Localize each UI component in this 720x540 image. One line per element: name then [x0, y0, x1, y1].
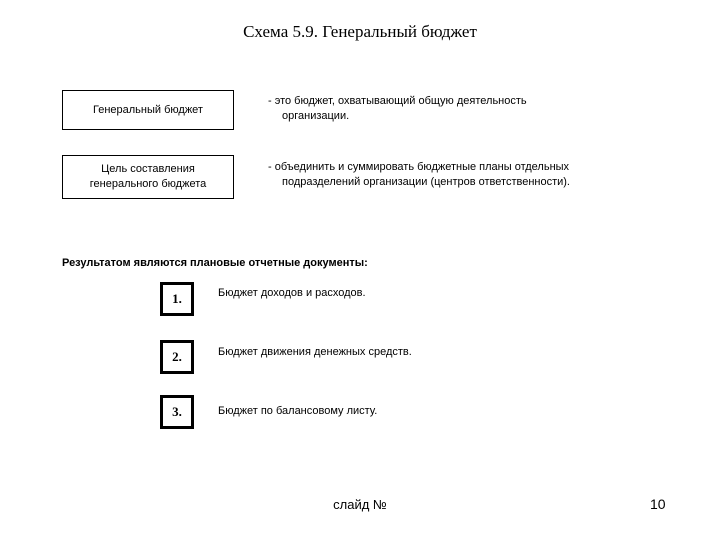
term-label: Генеральный бюджет — [93, 103, 203, 116]
page-title: Схема 5.9. Генеральный бюджет — [243, 22, 477, 41]
document-number: 3. — [172, 404, 182, 419]
document-number-box — [160, 340, 194, 374]
document-number-box — [160, 395, 194, 429]
document-number: 1. — [172, 291, 182, 306]
results-heading: Результатом являются плановые отчетные документы: — [62, 257, 368, 269]
document-text: Бюджет доходов и расходов. — [218, 287, 366, 299]
definition-text-general-budget — [268, 94, 527, 124]
term-box-general-budget — [62, 90, 234, 130]
document-text: Бюджет по балансовому листу. — [218, 405, 378, 417]
definition-text-budget-purpose — [268, 160, 570, 190]
definition-line-2: подразделений организации (центров ответственности). — [282, 176, 570, 188]
slide-number: 10 — [650, 496, 666, 512]
definition-line-1: - это бюджет, охватывающий общую деятельность — [268, 95, 527, 107]
document-number: 2. — [172, 349, 182, 364]
document-number-box — [160, 282, 194, 316]
term-box-budget-purpose — [62, 155, 234, 199]
definition-line-1: - объединить и суммировать бюджетные планы отдельных — [268, 161, 570, 173]
document-text: Бюджет движения денежных средств. — [218, 346, 412, 358]
term-label: Цель составления генерального бюджета — [89, 163, 207, 190]
definition-line-2: организации. — [282, 110, 350, 122]
slide-label: слайд № — [333, 497, 387, 512]
